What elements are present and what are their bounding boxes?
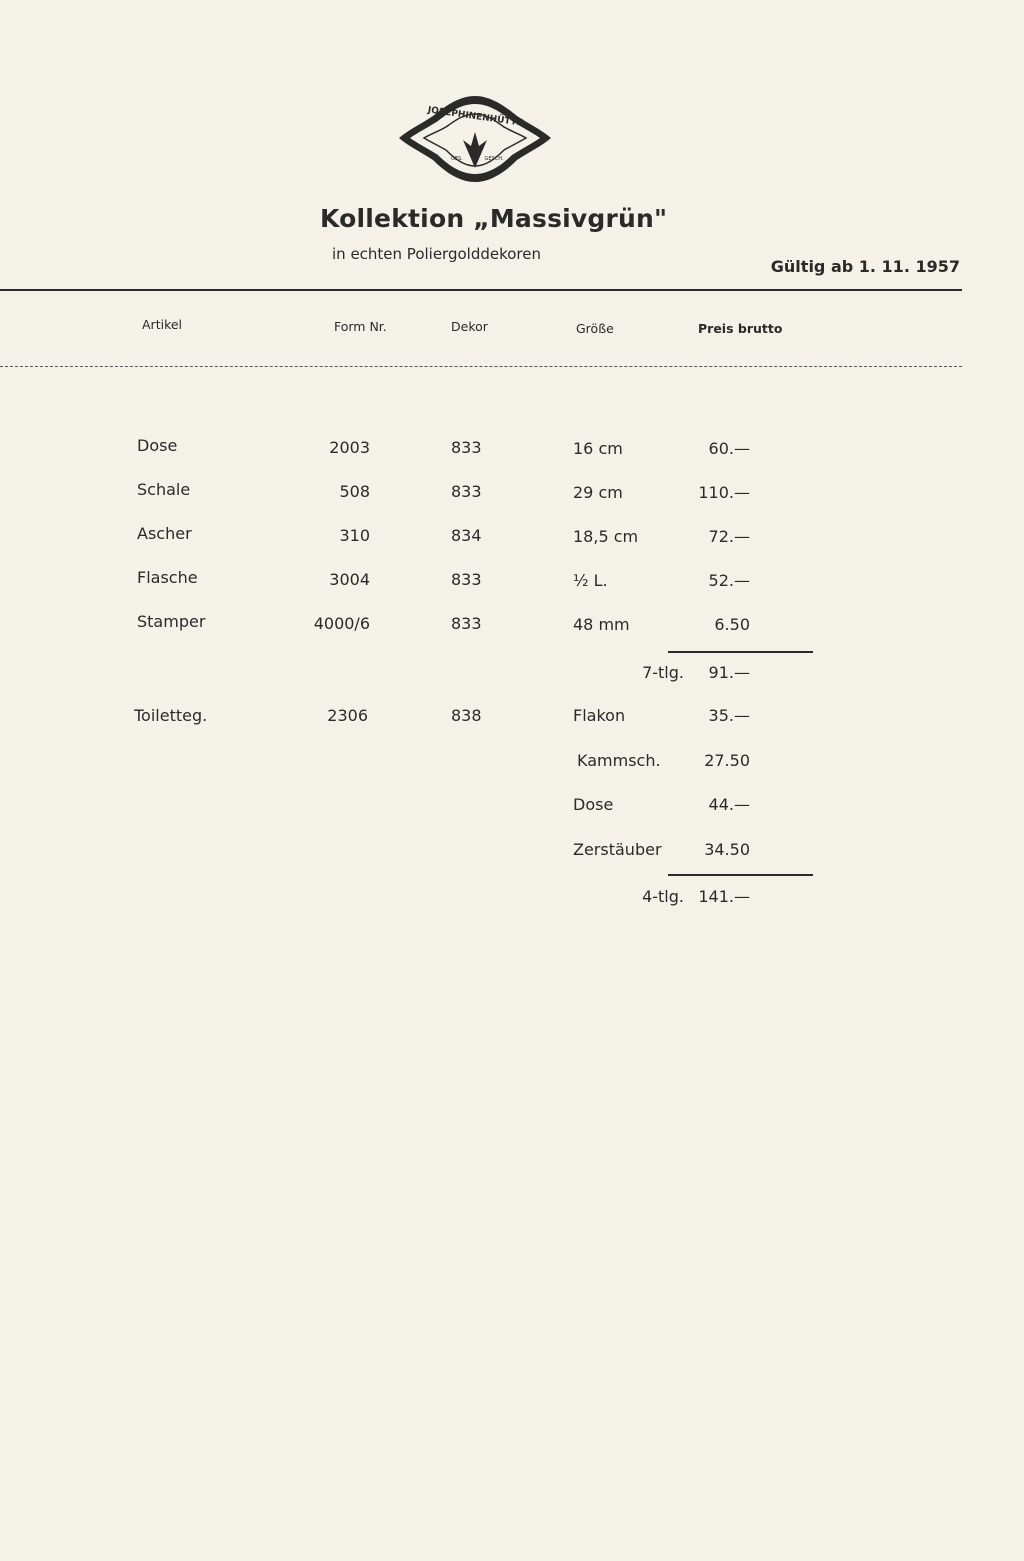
subtotal-rule-1 [668,651,813,653]
table-cell-groesse: 18,5 cm [573,527,639,546]
total-label-7tlg: 7-tlg. [642,663,684,682]
column-header-dekor: Dekor [451,319,488,334]
subtitle: in echten Poliergolddekoren [332,245,542,263]
table-cell-dekor: 833 [451,438,482,457]
table-cell-teil: Zerstäuber [573,839,662,859]
svg-text:JOSEPHINENHÜTTE: JOSEPHINENHÜTTE [427,105,524,129]
table-cell-groesse: ½ L. [573,571,608,590]
svg-text:GESCH.: GESCH. [484,156,504,162]
table-cell-teil: Flakon [573,706,626,725]
form-nr-toiletteg: 2306 [327,706,368,725]
table-cell-dekor: 833 [451,482,482,501]
dekor-toiletteg: 838 [451,706,482,725]
table-cell-form-nr: 310 [339,526,370,545]
table-cell-teil: Dose [573,795,614,814]
table-cell-teil: Kammsch. [577,750,661,770]
table-cell-preis: 34.50 [704,839,750,859]
table-cell-form-nr: 508 [339,482,370,501]
table-cell-artikel: Ascher [137,524,192,543]
column-header-preis: Preis brutto [698,321,783,336]
total-price-7tlg: 91.— [708,663,750,682]
table-cell-form-nr: 4000/6 [313,614,370,633]
josephinenhuette-logo [397,94,553,184]
table-cell-preis: 27.50 [704,750,750,770]
svg-text:GES.: GES. [451,156,463,162]
column-header-divider [0,366,962,367]
subtotal-rule-2 [668,874,813,876]
table-cell-form-nr: 2003 [329,438,370,457]
table-cell-form-nr: 3004 [329,570,370,589]
table-cell-artikel: Schale [137,480,191,499]
total-label-4tlg: 4-tlg. [642,887,684,906]
table-cell-preis: 44.— [708,795,750,814]
table-cell-dekor: 834 [451,526,482,545]
column-header-form-nr: Form Nr. [334,319,387,334]
table-cell-artikel: Flasche [137,568,198,587]
table-cell-preis: 6.50 [714,615,750,634]
artikel-toiletteg: Toiletteg. [134,706,208,725]
table-cell-dekor: 833 [451,614,482,633]
table-cell-groesse: 16 cm [573,439,623,458]
table-cell-dekor: 833 [451,570,482,589]
column-header-artikel: Artikel [142,317,183,332]
table-cell-artikel: Dose [137,436,178,455]
table-cell-preis: 35.— [708,706,750,725]
total-price-4tlg: 141.— [698,887,750,906]
table-cell-preis: 72.— [708,527,750,546]
page-title: Kollektion „Massivgrün" [320,204,668,233]
table-cell-preis: 52.— [708,571,750,590]
table-cell-groesse: 29 cm [573,483,623,502]
header-rule [0,289,962,291]
table-cell-groesse: 48 mm [573,615,630,634]
table-cell-preis: 60.— [708,439,750,458]
table-cell-artikel: Stamper [137,612,206,631]
valid-from-date: Gültig ab 1. 11. 1957 [770,257,960,276]
table-cell-preis: 110.— [698,483,750,502]
column-header-groesse: Größe [576,321,614,336]
